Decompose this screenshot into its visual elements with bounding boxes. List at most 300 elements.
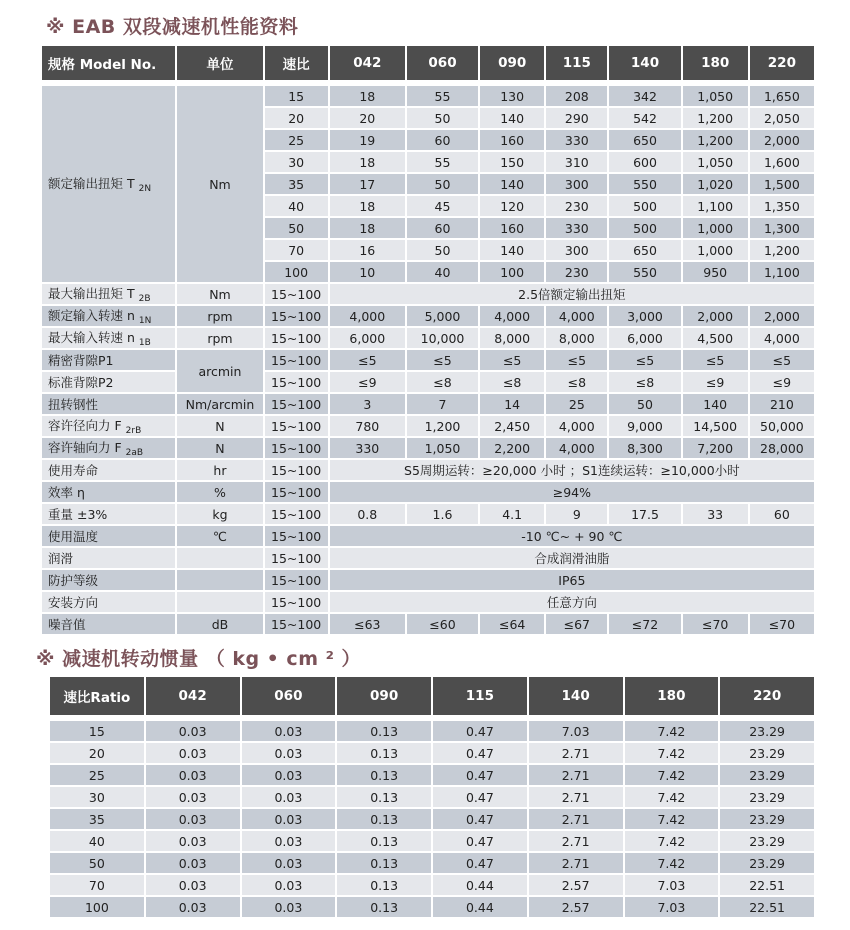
value-cell: 1,200 (407, 416, 478, 436)
span-value-cell: 合成润滑油脂 (330, 548, 814, 568)
value-cell: 7.42 (625, 721, 719, 741)
value-cell: ≤5 (546, 350, 607, 370)
spacer (433, 717, 527, 719)
value-cell: 1,100 (750, 262, 814, 282)
value-cell: 0.03 (146, 743, 240, 763)
spec-label-subscript: 2rB (125, 426, 142, 436)
value-cell: 0.03 (146, 853, 240, 873)
value-cell: 0.03 (242, 853, 336, 873)
performance-table-title: ※ EAB 双段减速机性能资料 (46, 16, 299, 38)
unit-cell: arcmin (177, 350, 262, 392)
value-cell: 60 (407, 218, 478, 238)
value-cell: 1,200 (683, 130, 748, 150)
value-cell: 25 (546, 394, 607, 414)
spacer (683, 82, 748, 84)
spacer (625, 717, 719, 719)
value-cell: 9,000 (609, 416, 680, 436)
ratio-cell: 70 (265, 240, 328, 260)
spec-label-text: 精密背隙P1 (48, 353, 114, 368)
value-cell: 290 (546, 108, 607, 128)
value-cell: 120 (480, 196, 544, 216)
value-cell: 0.13 (337, 721, 431, 741)
value-cell: 0.47 (433, 809, 527, 829)
value-cell: 7.03 (625, 897, 719, 917)
table-row (50, 743, 814, 763)
value-cell: 500 (609, 196, 680, 216)
value-cell: 7.42 (625, 743, 719, 763)
value-cell: 0.03 (242, 875, 336, 895)
value-cell: 23.29 (720, 809, 814, 829)
ratio-cell: 15~100 (265, 394, 328, 414)
value-cell: 210 (750, 394, 814, 414)
value-cell: 1.6 (407, 504, 478, 524)
column-header: 220 (720, 677, 814, 715)
ratio-cell: 15~100 (265, 614, 328, 634)
table-row (50, 809, 814, 829)
value-cell: 23.29 (720, 721, 814, 741)
table-row (42, 372, 814, 392)
value-cell: 2.71 (529, 809, 623, 829)
ratio-cell: 15 (50, 721, 144, 741)
value-cell: 4.1 (480, 504, 544, 524)
value-cell: ≤64 (480, 614, 544, 634)
value-cell: 160 (480, 218, 544, 238)
value-cell: 342 (609, 86, 680, 106)
value-cell: 2.57 (529, 897, 623, 917)
ratio-cell: 15 (265, 86, 328, 106)
value-cell: 0.13 (337, 853, 431, 873)
value-cell: 2,450 (480, 416, 544, 436)
spacer (177, 82, 262, 84)
spacer (720, 717, 814, 719)
span-value-cell: ≥94% (330, 482, 814, 502)
unit-cell (177, 548, 262, 568)
value-cell: 300 (546, 240, 607, 260)
spec-label-text: 容许轴向力 F (48, 440, 122, 455)
value-cell: 600 (609, 152, 680, 172)
inertia-table (48, 675, 816, 919)
value-cell: 8,000 (546, 328, 607, 348)
value-cell: ≤8 (546, 372, 607, 392)
value-cell: 55 (407, 152, 478, 172)
value-cell: 10 (330, 262, 405, 282)
value-cell: 4,000 (330, 306, 405, 326)
ratio-cell: 20 (265, 108, 328, 128)
unit-cell: N (177, 416, 262, 436)
value-cell: 14,500 (683, 416, 748, 436)
spec-label (42, 86, 175, 282)
spec-label (42, 328, 175, 348)
value-cell: 5,000 (407, 306, 478, 326)
ratio-cell: 25 (265, 130, 328, 150)
value-cell: ≤70 (683, 614, 748, 634)
spec-label-text: 噪音值 (48, 617, 86, 632)
spec-label-text: 额定输入转速 n (48, 308, 135, 323)
value-cell: 6,000 (330, 328, 405, 348)
value-cell: 0.13 (337, 897, 431, 917)
value-cell: 2,000 (750, 306, 814, 326)
value-cell: 50 (407, 108, 478, 128)
table-header-row (50, 677, 814, 715)
table-row (42, 614, 814, 634)
value-cell: ≤9 (750, 372, 814, 392)
spec-label (42, 482, 175, 502)
value-cell: 16 (330, 240, 405, 260)
span-value-cell: 2.5倍额定输出扭矩 (330, 284, 814, 304)
spec-label-text: 容许径向力 F (48, 418, 122, 433)
value-cell: 330 (330, 438, 405, 458)
value-cell: 0.03 (242, 897, 336, 917)
value-cell: 1,200 (750, 240, 814, 260)
value-cell: 7.42 (625, 787, 719, 807)
unit-cell: N (177, 438, 262, 458)
column-header: 060 (407, 46, 478, 80)
ratio-cell: 40 (265, 196, 328, 216)
spacer (337, 717, 431, 719)
value-cell: 0.13 (337, 765, 431, 785)
value-cell: 1,000 (683, 240, 748, 260)
ratio-cell: 15~100 (265, 592, 328, 612)
table-row (42, 570, 814, 590)
spec-label (42, 284, 175, 304)
spec-label-subscript: 2aB (125, 448, 144, 458)
value-cell: 0.44 (433, 897, 527, 917)
column-header: 速比 (265, 46, 328, 80)
spec-label (42, 438, 175, 458)
table-row (42, 306, 814, 326)
value-cell: 33 (683, 504, 748, 524)
spec-label-text: 额定输出扭矩 T (48, 176, 135, 191)
table-row (42, 328, 814, 348)
value-cell: 0.47 (433, 853, 527, 873)
value-cell: 0.03 (242, 809, 336, 829)
ratio-cell: 15~100 (265, 548, 328, 568)
value-cell: 0.03 (146, 809, 240, 829)
value-cell: 4,000 (546, 416, 607, 436)
value-cell: 8,000 (480, 328, 544, 348)
value-cell: ≤9 (683, 372, 748, 392)
value-cell: 542 (609, 108, 680, 128)
table-header-row (42, 46, 814, 80)
value-cell: 140 (480, 174, 544, 194)
value-cell: 300 (546, 174, 607, 194)
value-cell: 23.29 (720, 853, 814, 873)
unit-cell: ℃ (177, 526, 262, 546)
value-cell: 23.29 (720, 765, 814, 785)
value-cell: 0.03 (242, 765, 336, 785)
column-header: 140 (529, 677, 623, 715)
ratio-cell: 15~100 (265, 570, 328, 590)
value-cell: 140 (683, 394, 748, 414)
value-cell: ≤70 (750, 614, 814, 634)
value-cell: ≤5 (330, 350, 405, 370)
value-cell: 2.71 (529, 831, 623, 851)
ratio-cell: 15~100 (265, 306, 328, 326)
table-row (42, 482, 814, 502)
column-header: 180 (625, 677, 719, 715)
ratio-cell: 100 (50, 897, 144, 917)
table-row (42, 438, 814, 458)
value-cell: 0.03 (242, 831, 336, 851)
value-cell: 1,300 (750, 218, 814, 238)
value-cell: 230 (546, 262, 607, 282)
spec-label-subscript: 1B (138, 338, 151, 348)
value-cell: 7.42 (625, 765, 719, 785)
value-cell: 23.29 (720, 743, 814, 763)
value-cell: 0.13 (337, 743, 431, 763)
value-cell: 7.42 (625, 809, 719, 829)
spec-label-text: 安装方向 (48, 595, 99, 610)
value-cell: 500 (609, 218, 680, 238)
value-cell: 0.03 (146, 787, 240, 807)
spacer (609, 82, 680, 84)
ratio-cell: 35 (265, 174, 328, 194)
value-cell: 780 (330, 416, 405, 436)
table-row (42, 284, 814, 304)
value-cell: 17.5 (609, 504, 680, 524)
value-cell: 60 (750, 504, 814, 524)
table-row (42, 350, 814, 370)
value-cell: 0.44 (433, 875, 527, 895)
ratio-cell: 40 (50, 831, 144, 851)
value-cell: 7,200 (683, 438, 748, 458)
value-cell: 2.71 (529, 787, 623, 807)
value-cell: ≤72 (609, 614, 680, 634)
value-cell: 2.57 (529, 875, 623, 895)
value-cell: ≤9 (330, 372, 405, 392)
spec-label-text: 最大输入转速 n (48, 330, 135, 345)
value-cell: 4,000 (480, 306, 544, 326)
value-cell: 1,650 (750, 86, 814, 106)
ratio-cell: 15~100 (265, 284, 328, 304)
value-cell: 650 (609, 240, 680, 260)
value-cell: 19 (330, 130, 405, 150)
spec-label-text: 防护等级 (48, 573, 99, 588)
table-row (42, 394, 814, 414)
column-header: 单位 (177, 46, 262, 80)
value-cell: 2.71 (529, 853, 623, 873)
column-header: 180 (683, 46, 748, 80)
value-cell: 0.13 (337, 809, 431, 829)
value-cell: 50,000 (750, 416, 814, 436)
spacer (146, 717, 240, 719)
value-cell: 50 (407, 240, 478, 260)
value-cell: 3,000 (609, 306, 680, 326)
value-cell: 7.42 (625, 853, 719, 873)
spacer (50, 717, 144, 719)
spec-label (42, 592, 175, 612)
value-cell: 0.03 (146, 765, 240, 785)
unit-cell (177, 570, 262, 590)
value-cell: ≤67 (546, 614, 607, 634)
value-cell: 4,500 (683, 328, 748, 348)
value-cell: 7.03 (529, 721, 623, 741)
value-cell: 150 (480, 152, 544, 172)
value-cell: 8,300 (609, 438, 680, 458)
spec-label (42, 570, 175, 590)
ratio-cell: 15~100 (265, 438, 328, 458)
spec-label-text: 重量 ±3% (48, 507, 108, 522)
spec-label-subscript: 1N (138, 316, 152, 326)
column-header: 115 (546, 46, 607, 80)
value-cell: 1,000 (683, 218, 748, 238)
table-row (42, 548, 814, 568)
spec-label (42, 504, 175, 524)
value-cell: 50 (609, 394, 680, 414)
value-cell: 550 (609, 174, 680, 194)
table-row (50, 787, 814, 807)
span-value-cell: S5周期运转：≥20,000 小时 ；S1连续运转：≥10,000小时 (330, 460, 814, 480)
value-cell: 40 (407, 262, 478, 282)
value-cell: 140 (480, 108, 544, 128)
spec-label-text: 标准背隙P2 (48, 375, 114, 390)
value-cell: 10,000 (407, 328, 478, 348)
value-cell: 330 (546, 130, 607, 150)
value-cell: 28,000 (750, 438, 814, 458)
column-header: 速比Ratio (50, 677, 144, 715)
unit-cell (177, 592, 262, 612)
column-header: 规格 Model No. (42, 46, 175, 80)
value-cell: 1,350 (750, 196, 814, 216)
value-cell: 17 (330, 174, 405, 194)
ratio-cell: 15~100 (265, 416, 328, 436)
column-header: 090 (337, 677, 431, 715)
table-row (50, 721, 814, 741)
value-cell: 160 (480, 130, 544, 150)
spacer (529, 717, 623, 719)
ratio-cell: 30 (265, 152, 328, 172)
value-cell: 0.13 (337, 875, 431, 895)
spacer (242, 717, 336, 719)
value-cell: 2,200 (480, 438, 544, 458)
ratio-cell: 35 (50, 809, 144, 829)
table-row (42, 504, 814, 524)
column-header: 220 (750, 46, 814, 80)
value-cell: ≤8 (480, 372, 544, 392)
spec-label (42, 460, 175, 480)
value-cell: 100 (480, 262, 544, 282)
value-cell: ≤5 (609, 350, 680, 370)
value-cell: 7 (407, 394, 478, 414)
unit-cell: rpm (177, 306, 262, 326)
value-cell: 1,050 (407, 438, 478, 458)
ratio-cell: 25 (50, 765, 144, 785)
value-cell: ≤5 (750, 350, 814, 370)
table-row (42, 416, 814, 436)
spec-label-text: 扭转钢性 (48, 397, 99, 412)
value-cell: 0.47 (433, 787, 527, 807)
value-cell: 50 (407, 174, 478, 194)
value-cell: 0.03 (146, 875, 240, 895)
span-value-cell: 任意方向 (330, 592, 814, 612)
unit-cell: kg (177, 504, 262, 524)
ratio-cell: 50 (50, 853, 144, 873)
value-cell: 2.71 (529, 765, 623, 785)
unit-cell: Nm (177, 284, 262, 304)
value-cell: 18 (330, 218, 405, 238)
spec-label (42, 350, 175, 370)
value-cell: 0.03 (242, 721, 336, 741)
ratio-cell: 15~100 (265, 350, 328, 370)
column-header: 115 (433, 677, 527, 715)
unit-cell: % (177, 482, 262, 502)
value-cell: 1,100 (683, 196, 748, 216)
value-cell: 0.47 (433, 831, 527, 851)
value-cell: ≤63 (330, 614, 405, 634)
unit-cell: Nm/arcmin (177, 394, 262, 414)
value-cell: 60 (407, 130, 478, 150)
ratio-cell: 15~100 (265, 372, 328, 392)
table-row (50, 897, 814, 917)
ratio-cell: 100 (265, 262, 328, 282)
value-cell: 0.03 (146, 831, 240, 851)
table-row (50, 765, 814, 785)
spec-label (42, 526, 175, 546)
value-cell: 9 (546, 504, 607, 524)
value-cell: 7.42 (625, 831, 719, 851)
column-header: 042 (330, 46, 405, 80)
value-cell: 950 (683, 262, 748, 282)
spec-label-subscript: 2N (138, 184, 152, 194)
value-cell: 2,000 (750, 130, 814, 150)
value-cell: 4,000 (546, 306, 607, 326)
value-cell: 7.03 (625, 875, 719, 895)
value-cell: 2.71 (529, 743, 623, 763)
value-cell: 0.03 (146, 721, 240, 741)
value-cell: ≤8 (407, 372, 478, 392)
value-cell: 3 (330, 394, 405, 414)
spacer (265, 82, 328, 84)
span-value-cell: -10 ℃~ + 90 ℃ (330, 526, 814, 546)
spacer (750, 82, 814, 84)
value-cell: 0.47 (433, 721, 527, 741)
value-cell: 208 (546, 86, 607, 106)
value-cell: 18 (330, 196, 405, 216)
ratio-cell: 70 (50, 875, 144, 895)
value-cell: ≤8 (609, 372, 680, 392)
value-cell: 4,000 (750, 328, 814, 348)
performance-table (40, 44, 816, 636)
value-cell: 0.03 (242, 787, 336, 807)
unit-cell: dB (177, 614, 262, 634)
ratio-cell: 30 (50, 787, 144, 807)
spacer (330, 82, 405, 84)
value-cell: 550 (609, 262, 680, 282)
spacer (407, 82, 478, 84)
spacer (546, 82, 607, 84)
ratio-cell: 15~100 (265, 482, 328, 502)
spec-label (42, 416, 175, 436)
value-cell: 0.03 (146, 897, 240, 917)
table-row (50, 875, 814, 895)
value-cell: 6,000 (609, 328, 680, 348)
value-cell: 0.47 (433, 765, 527, 785)
value-cell: 23.29 (720, 831, 814, 851)
ratio-cell: 15~100 (265, 526, 328, 546)
ratio-cell: 15~100 (265, 504, 328, 524)
value-cell: 1,200 (683, 108, 748, 128)
column-header: 042 (146, 677, 240, 715)
spec-label (42, 372, 175, 392)
spacer (480, 82, 544, 84)
column-header: 090 (480, 46, 544, 80)
value-cell: 1,020 (683, 174, 748, 194)
value-cell: ≤60 (407, 614, 478, 634)
table-row (42, 460, 814, 480)
value-cell: 18 (330, 152, 405, 172)
spec-label (42, 394, 175, 414)
value-cell: 140 (480, 240, 544, 260)
